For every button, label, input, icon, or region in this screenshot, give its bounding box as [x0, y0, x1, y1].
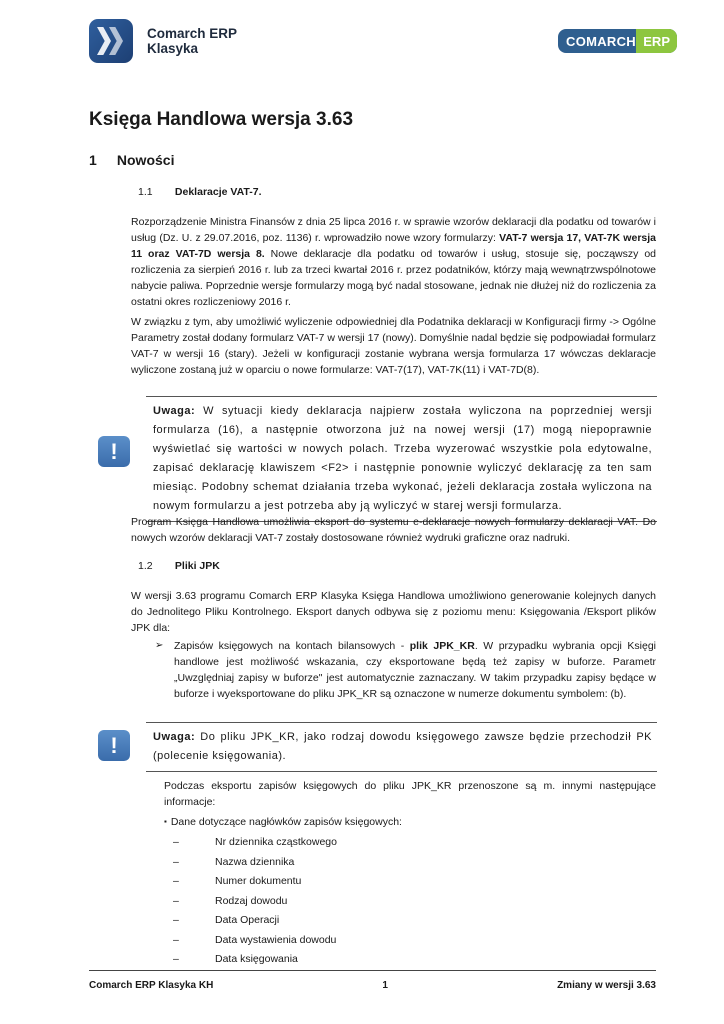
- note-label: Uwaga:: [153, 405, 196, 417]
- badge-main-text: COMARCH: [566, 33, 636, 49]
- section-title: Nowości: [116, 152, 175, 168]
- bullet-text-part: . W przypadku wybrania opcji Księgi handlowe jest możliwość wskazania, czy eksportowane będą też zapisy w buforze. Parametr „Uwzględniaj zapisy w buforze" jest automatycznie zaznaczany. W takim przypadku zapisy będące w buforze i wyeksportowane do pliku JPK_KR są oznaczone w numerze dokumentu symbolem: (b).: [174, 640, 656, 700]
- list-item: [173, 836, 337, 856]
- arrow-bullet-icon: ➢: [155, 640, 164, 651]
- paragraph-configuration: W związku z tym, aby umożliwić wyliczenie odpowiedniej dla Podatnika deklaracji w Konfiguracji firmy -> Ogólne Parametry został dodany formularz VAT-7 w wersji 17 (nowy). Domyślnie nadal będzie się podpowiadał formularz VAT-7 w wersji 16 (stary). Jeżeli w konfiguracji zostanie wybrana wersja formularza 17 wówczas deklaracje wyliczone zostaną już w oparciu o nowe formularze: VAT-7(17), VAT-7K(11) i VAT-7D(8).: [131, 316, 656, 376]
- square-bullet-headers: [164, 816, 402, 828]
- subsection-number: 1.1: [138, 186, 153, 198]
- subsection-number: 1.2: [138, 560, 153, 572]
- note-text: Do pliku JPK_KR, jako rodzaj dowodu księgowego zawsze będzie przechodził PK (polecenie księgowania).: [153, 731, 652, 762]
- subsection-heading-vat7: [138, 186, 262, 198]
- dash-marker: –: [173, 933, 179, 946]
- paragraph-text: Rozporządzenie Ministra Finansów z dnia 25 lipca 2016 r. w sprawie wzorów deklaracji dla podatku od towarów i usług (Dz. U. z 29.07.2016, poz. 1136) r. wprowadziło nowe wzory formularzy:: [131, 216, 656, 244]
- bullet-text: [155, 638, 656, 702]
- paragraph-export-info: Podczas eksportu zapisów księgowych do pliku JPK_KR przenoszone są m. innymi następujące informacje:: [164, 780, 656, 808]
- subsection-title: Deklaracje VAT-7.: [174, 186, 262, 198]
- list-item: [173, 856, 337, 876]
- exclamation-icon: !: [98, 730, 130, 761]
- section-number: 1: [89, 152, 97, 168]
- product-name: [147, 26, 237, 56]
- list-item-text: Data księgowania: [215, 953, 298, 965]
- dash-marker: –: [173, 836, 179, 848]
- bullet-text-part: Zapisów księgowych na kontach bilansowych -: [174, 640, 410, 652]
- comarch-logo-icon: [89, 19, 133, 63]
- page-number: 1: [382, 980, 388, 991]
- list-item-text: Numer dokumentu: [215, 875, 302, 887]
- list-item: [173, 875, 337, 895]
- square-bullet-icon: ▪: [164, 817, 167, 826]
- page-footer: [89, 970, 656, 991]
- paragraph-text: Nowe deklaracje dla podatku od towarów i usług, stosuje się, począwszy od rozliczenia za sierpień 2016 r. lub za trzeci kwartał 2016 r. przez podatników, którzy mają wewnątrzwspólnotowe nabycie paliwa. Poprzednie wersje formularzy mogą być nadal stosowane, jednak nie dłużej niż do rozliczenia za ostatni okres rozliczeniowy 2016 r.: [131, 248, 657, 308]
- list-item-text: Nr dziennika cząstkowego: [215, 836, 337, 848]
- product-name-line2: Klasyka: [147, 41, 199, 56]
- bullet-jpk-kr: [155, 638, 656, 702]
- list-item-text: Data wystawienia dowodu: [215, 933, 337, 946]
- product-name-line1: Comarch ERP: [147, 26, 238, 41]
- warning-note-jpk: [146, 722, 657, 772]
- product-logo: [89, 19, 237, 63]
- section-heading: [89, 152, 174, 168]
- comarch-erp-badge: [558, 29, 677, 53]
- bullet-bold-text: plik JPK_KR: [409, 640, 475, 652]
- list-item-text: Data Operacji: [215, 914, 280, 926]
- note-text: W sytuacji kiedy deklaracja najpierw została wyliczona na poprzedniej wersji formularza (16), a następnie otworzona już na nowej wersji (17) mogą niepoprawnie wyświetlać się wartości w nowych polach. Trzeba wyzerować wszystkie pola edytowalne, zapisać deklarację klawiszem <F2> i następnie ponownie wyliczyć deklarację za ten sam miesiąc. Podobny schemat działania trzeba wykonać, jeżeli deklaracja została wyliczona na nowym formularzu a jest potrzeba aby ją wyliczyć w starej wersji formularza.: [153, 405, 652, 512]
- subsection-heading-jpk: [138, 560, 220, 572]
- list-item: [173, 934, 337, 954]
- document-title: Księga Handlowa wersja 3.63: [89, 109, 354, 130]
- badge-accent-text: ERP: [636, 29, 677, 53]
- list-item-text: Rodzaj dowodu: [215, 894, 288, 907]
- dash-marker: –: [173, 855, 179, 868]
- list-item-text: Nazwa dziennika: [215, 855, 295, 868]
- dash-marker: –: [173, 894, 179, 907]
- subsection-title: Pliki JPK: [174, 560, 220, 572]
- dash-marker: –: [173, 953, 179, 965]
- list-item: [173, 895, 337, 915]
- footer-product: Comarch ERP Klasyka KH: [89, 980, 214, 991]
- footer-version: Zmiany w wersji 3.63: [557, 980, 656, 991]
- list-item: [173, 914, 337, 934]
- note-label: Uwaga:: [153, 731, 196, 743]
- exclamation-icon: !: [98, 436, 130, 467]
- header-fields-list: [173, 836, 337, 973]
- paragraph-export: Program Księga Handlowa umożliwia eksport do systemu e-deklaracje nowych formularzy deklaracji VAT. Do nowych wzorów deklaracji VAT-7 zostały dostosowane również wydruki graficzne oraz nadruki.: [131, 516, 656, 544]
- paragraph-bold-text: VAT-7 wersja 17, VAT-7K wersja 11 oraz VAT-7D wersja 8.: [131, 232, 656, 260]
- square-bullet-text: Dane dotyczące nagłówków zapisów księgowych:: [170, 816, 402, 828]
- dash-marker: –: [173, 914, 179, 926]
- warning-note: [146, 396, 657, 522]
- dash-marker: –: [173, 875, 179, 887]
- paragraph-regulation: [131, 214, 656, 310]
- paragraph-jpk-intro: W wersji 3.63 programu Comarch ERP Klasyka Księga Handlowa umożliwiono generowanie kolejnych danych do Jednolitego Pliku Kontrolnego. Eksport danych odbywa się z poziomu menu: Księgowania /Eksport plików JPK dla:: [131, 590, 656, 634]
